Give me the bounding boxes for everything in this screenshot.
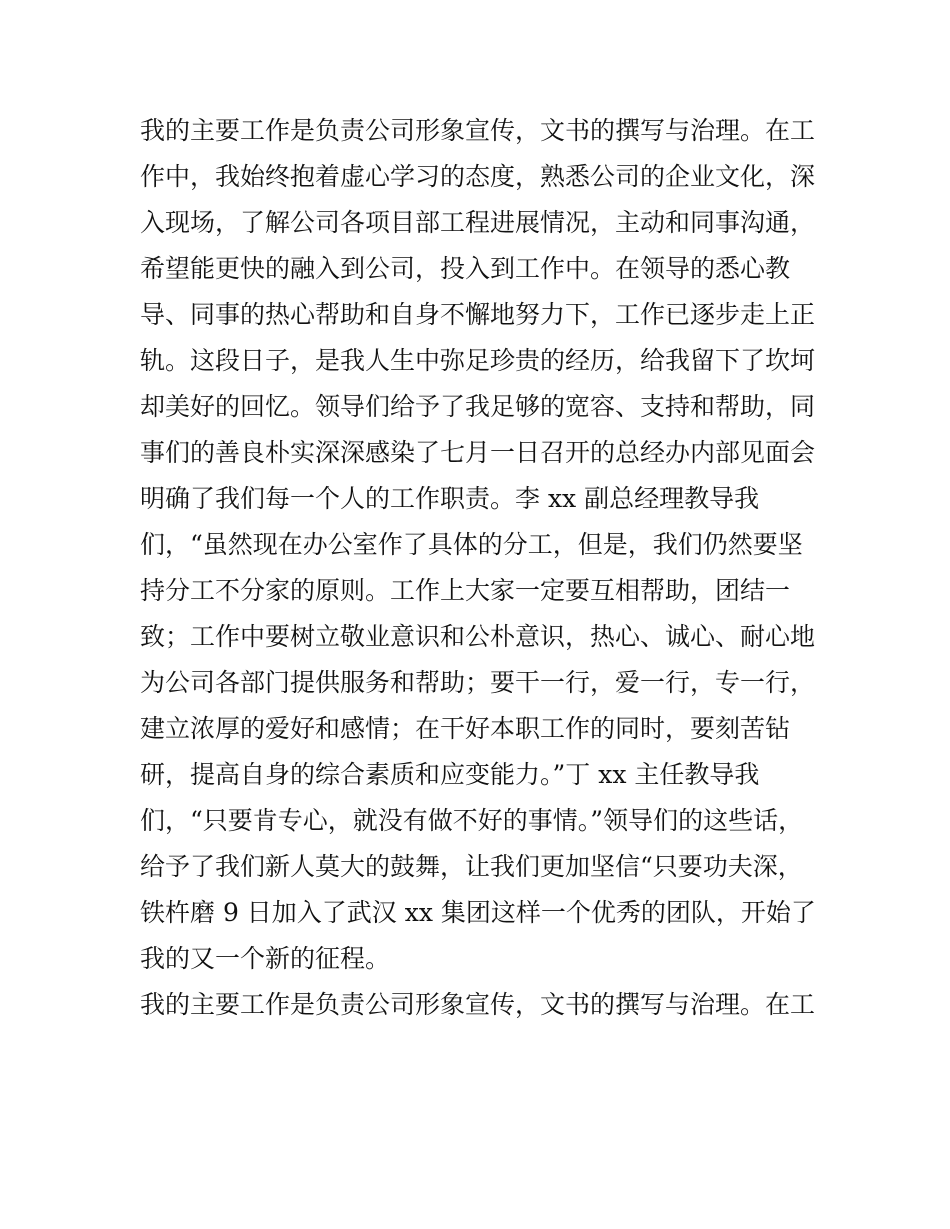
paragraph-1 [140, 108, 820, 982]
text-line: 希望能更快的融入到公司，投入到工作中。在领导的悉心教 [140, 254, 791, 283]
text-line: 明确了我们每一个人的工作职责。李 xx 副总经理教导我 [140, 484, 760, 513]
paragraph-2 [140, 982, 820, 1028]
text-line: 建立浓厚的爱好和感情；在干好本职工作的同时，要刻苦钻 [140, 714, 791, 743]
text-line: 持分工不分家的原则。工作上大家一定要互相帮助，团结一 [140, 576, 791, 605]
text-line: 我的主要工作是负责公司形象宣传，文书的撰写与治理。在工 [140, 990, 816, 1019]
text-line: 致；工作中要树立敬业意识和公朴意识，热心、诚心、耐心地 [140, 622, 816, 651]
text-line: 铁杵磨 9 日加入了武汉 xx 集团这样一个优秀的团队，开始了 [140, 898, 816, 927]
text-line: 给予了我们新人莫大的鼓舞，让我们更加坚信“只要功夫深， [140, 852, 803, 881]
text-line: 事们的善良朴实深深感染了七月一日召开的总经办内部见面会 [140, 438, 816, 467]
text-line: 我的主要工作是负责公司形象宣传，文书的撰写与治理。在工 [140, 116, 816, 145]
text-line: 们，“虽然现在办公室作了具体的分工，但是，我们仍然要坚 [140, 530, 803, 559]
text-line: 作中，我始终抱着虚心学习的态度，熟悉公司的企业文化，深 [140, 162, 816, 191]
text-line: 们，“只要肯专心，就没有做不好的事情。”领导们的这些话， [140, 806, 804, 835]
text-line: 导、同事的热心帮助和自身不懈地努力下，工作已逐步走上正 [140, 300, 816, 329]
text-line: 研，提高自身的综合素质和应变能力。”丁 xx 主任教导我 [140, 760, 760, 789]
text-line: 我的又一个新的征程。 [140, 944, 391, 973]
text-line: 为公司各部门提供服务和帮助；要干一行，爱一行，专一行， [140, 668, 816, 697]
text-line: 却美好的回忆。领导们给予了我足够的宽容、支持和帮助，同 [140, 392, 816, 421]
document-body [140, 108, 820, 1028]
text-line: 入现场，了解公司各项目部工程进展情况，主动和同事沟通， [140, 208, 816, 237]
text-line: 轨。这段日子，是我人生中弥足珍贵的经历，给我留下了坎坷 [140, 346, 816, 375]
